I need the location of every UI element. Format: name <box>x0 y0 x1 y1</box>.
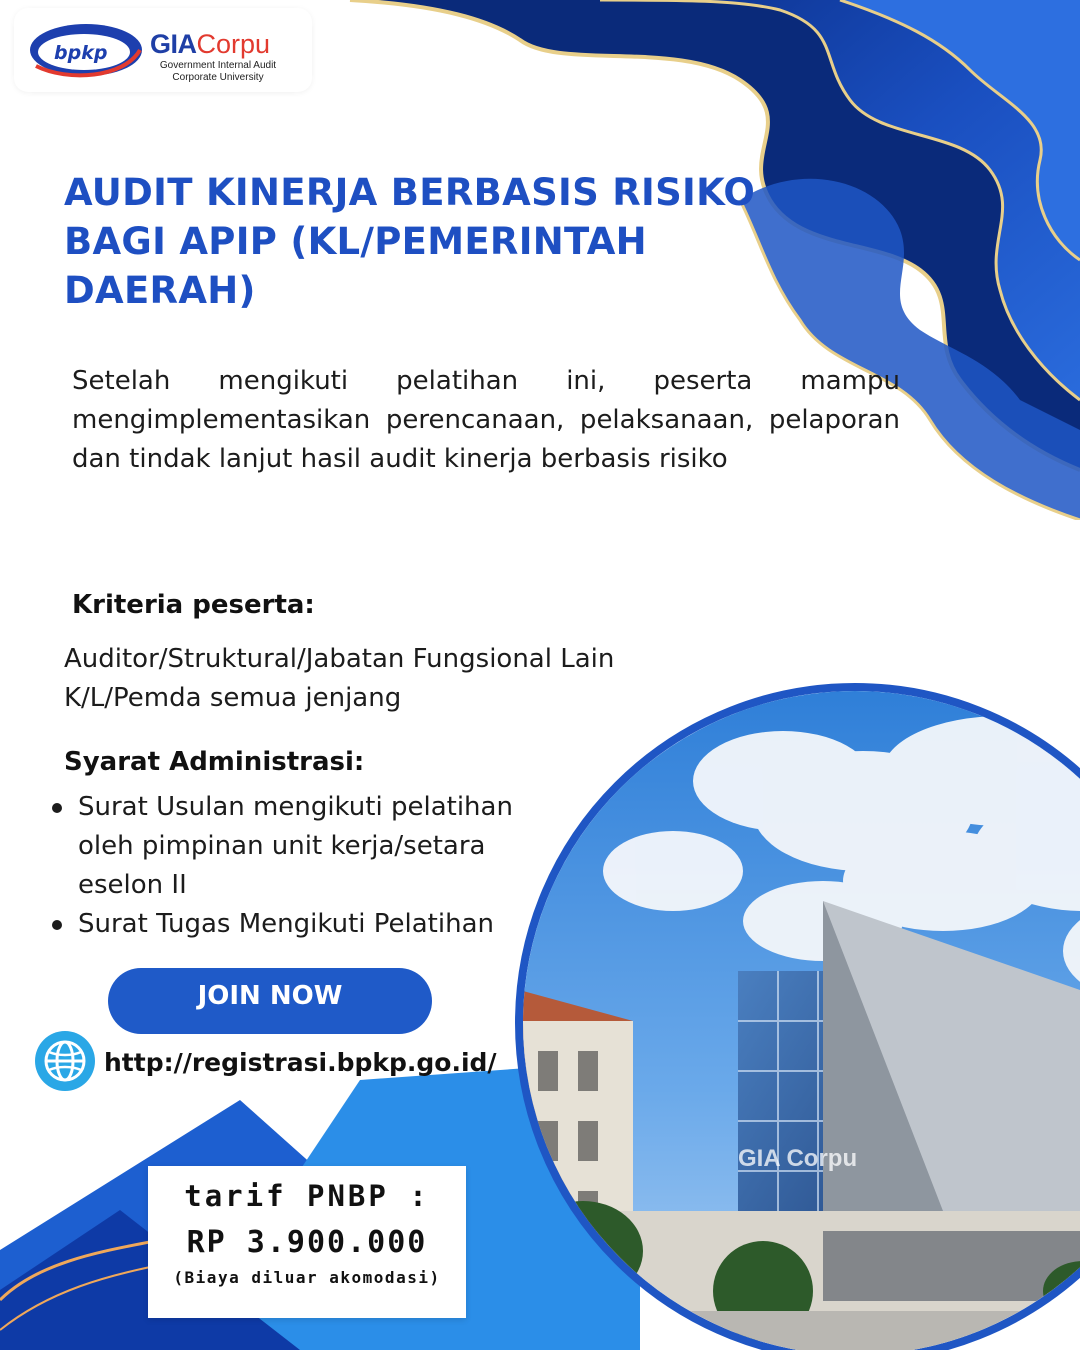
syarat-heading: Syarat Administrasi: <box>64 747 365 777</box>
gia-tagline <box>150 60 286 84</box>
gia-corpu-logo <box>150 30 270 58</box>
list-item: Surat Usulan mengikuti pelatihan oleh pimpinan unit kerja/setara eselon II <box>50 788 550 905</box>
gia-text: GIA <box>150 29 197 59</box>
kriteria-line-1: Auditor/Struktural/Jabatan Fungsional Lain <box>64 644 615 674</box>
registration-link[interactable]: http://registrasi.bpkp.go.id/ <box>104 1048 497 1077</box>
title-line-1: AUDIT KINERJA BERBASIS RISIKO <box>64 171 756 214</box>
kriteria-heading: Kriteria peserta: <box>72 590 315 620</box>
price-label: tarif PNBP : <box>184 1179 430 1213</box>
corpu-text: Corpu <box>196 29 271 59</box>
price-note: (Biaya diluar akomodasi) <box>173 1268 441 1287</box>
gia-tagline-line1: Government Internal Audit <box>159 60 277 71</box>
description: Setelah mengikuti pelatihan ini, peserta mampu mengimplementasikan perencanaan, pelaksanaan, pelaporan dan tindak lanjut hasil audit kinerja berbasis risiko <box>72 366 900 474</box>
price-value: RP 3.900.000 <box>186 1225 428 1260</box>
gia-tagline-line2: Corporate University <box>172 72 264 83</box>
title-line-3: DAERAH) <box>64 269 256 312</box>
kriteria-text <box>64 640 704 718</box>
logo-card <box>14 8 312 92</box>
bpkp-logo <box>28 20 144 80</box>
photo-sign: GIA Corpu <box>738 1145 858 1172</box>
title-line-2: BAGI APIP (KL/PEMERINTAH <box>64 220 647 263</box>
kriteria-line-2: K/L/Pemda semua jenjang <box>64 683 402 713</box>
globe-icon <box>34 1030 96 1092</box>
page-title <box>64 168 764 315</box>
join-now-button[interactable]: JOIN NOW <box>108 968 432 1034</box>
syarat-list <box>50 788 550 944</box>
price-card <box>148 1166 466 1318</box>
svg-text:bpkp: bpkp <box>54 42 108 64</box>
list-item: Surat Tugas Mengikuti Pelatihan <box>50 905 550 944</box>
